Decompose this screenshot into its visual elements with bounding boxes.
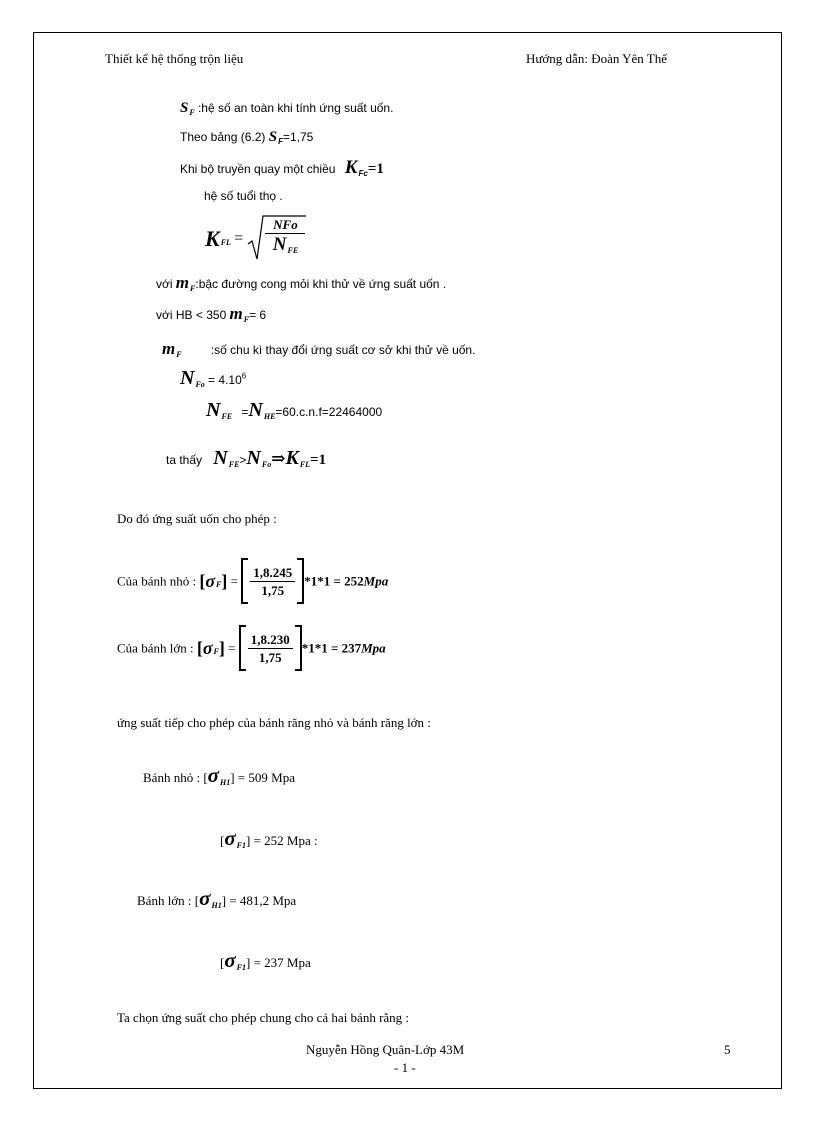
choose-stress-line: Ta chọn ứng suất cho phép chung cho cả hai bánh rằng : [117,1010,410,1025]
nfe-value: $N_{FE} =N_{HE}=60.c.n.f=22464000$ [206,399,383,421]
allowable-bending-title: Do đó ứng suất uốn cho phép : [117,511,277,526]
right-bracket [295,625,302,671]
mf-cycles-definition: $m_F$ :số chu kì thay đổi ứng suất cơ sở khi thử về uốn. [162,339,476,359]
mf-definition: với $m_F:bậc$ đường cong mỏi khi thử về ứng suất uốn . [156,273,447,293]
footer-page-index: 5 [724,1042,731,1057]
sqrt-expression: NFo $N_{FE}$ [246,214,308,264]
footer-author: Nguyễn Hồng Quân-Lớp 43M [306,1042,465,1057]
big-gear-fraction: $\frac{1,8.230}{1,75}$ [248,633,293,664]
footer-page-number: - 1 - [394,1060,416,1075]
big-gear-contact-stress: Bánh lớn : $[\sigma_{H1}] = 481,2$ Mpa [137,886,297,910]
big-gear-bending-stress: $[\sigma_{F1}] = 237$ Mpa [220,948,311,972]
left-bracket [239,625,246,671]
small-gear-contact-stress: Bánh nhỏ : $[\sigma_{H1}] = 509$ Mpa [143,763,295,787]
header-advisor: Hướng dẫn: Đoàn Yên Thế [526,51,668,66]
contact-stress-title: ứng suất tiếp cho phép của bánh răng nhỏ và bánh răng lớn : [117,715,431,730]
hb-condition: với HB < 350 $m_F= 6$ [156,304,267,324]
comparison-line: ta thấy $N_{FE}>N_{Fo}\Rightarrow K_{FL}=1$ [166,447,327,469]
sf-table-value: Theo bảng (6.2) $S_F=1,75$ [180,129,314,146]
lifetime-factor-label: hệ số tuổi thọ . [204,189,283,203]
kfl-formula: $K_{FL}$ = NFo $N_{FE}$ [205,214,308,264]
left-bracket [241,558,248,604]
big-gear-bending-formula: Của bánh lớn : $[\sigma_F]$ = $\frac{1,8.230}{1,75}$ *1*1 = 237Mpa [117,625,386,673]
nfo-value: $N_{Fo} = 4.10^6$ [180,367,247,389]
header-title: Thiết kế hệ thống trộn liệu [105,51,244,66]
sf-definition: $S_F$ :hệ số an toàn khi tính ứng suất uốn. [180,100,394,117]
small-gear-bending-stress: $[\sigma_{F1}] = 252$ Mpa : [220,826,318,850]
small-gear-bending-formula: Của bánh nhỏ : $[\sigma_F]$ = $\frac{1,8.245}{1,75}$ *1*1 = 252Mpa [117,558,388,606]
small-gear-fraction: $\frac{1,8.245}{1,75}$ [250,566,295,597]
kfc-line: Khi bộ truyền quay một chiều $K_{Fc}=1$ [180,157,384,178]
